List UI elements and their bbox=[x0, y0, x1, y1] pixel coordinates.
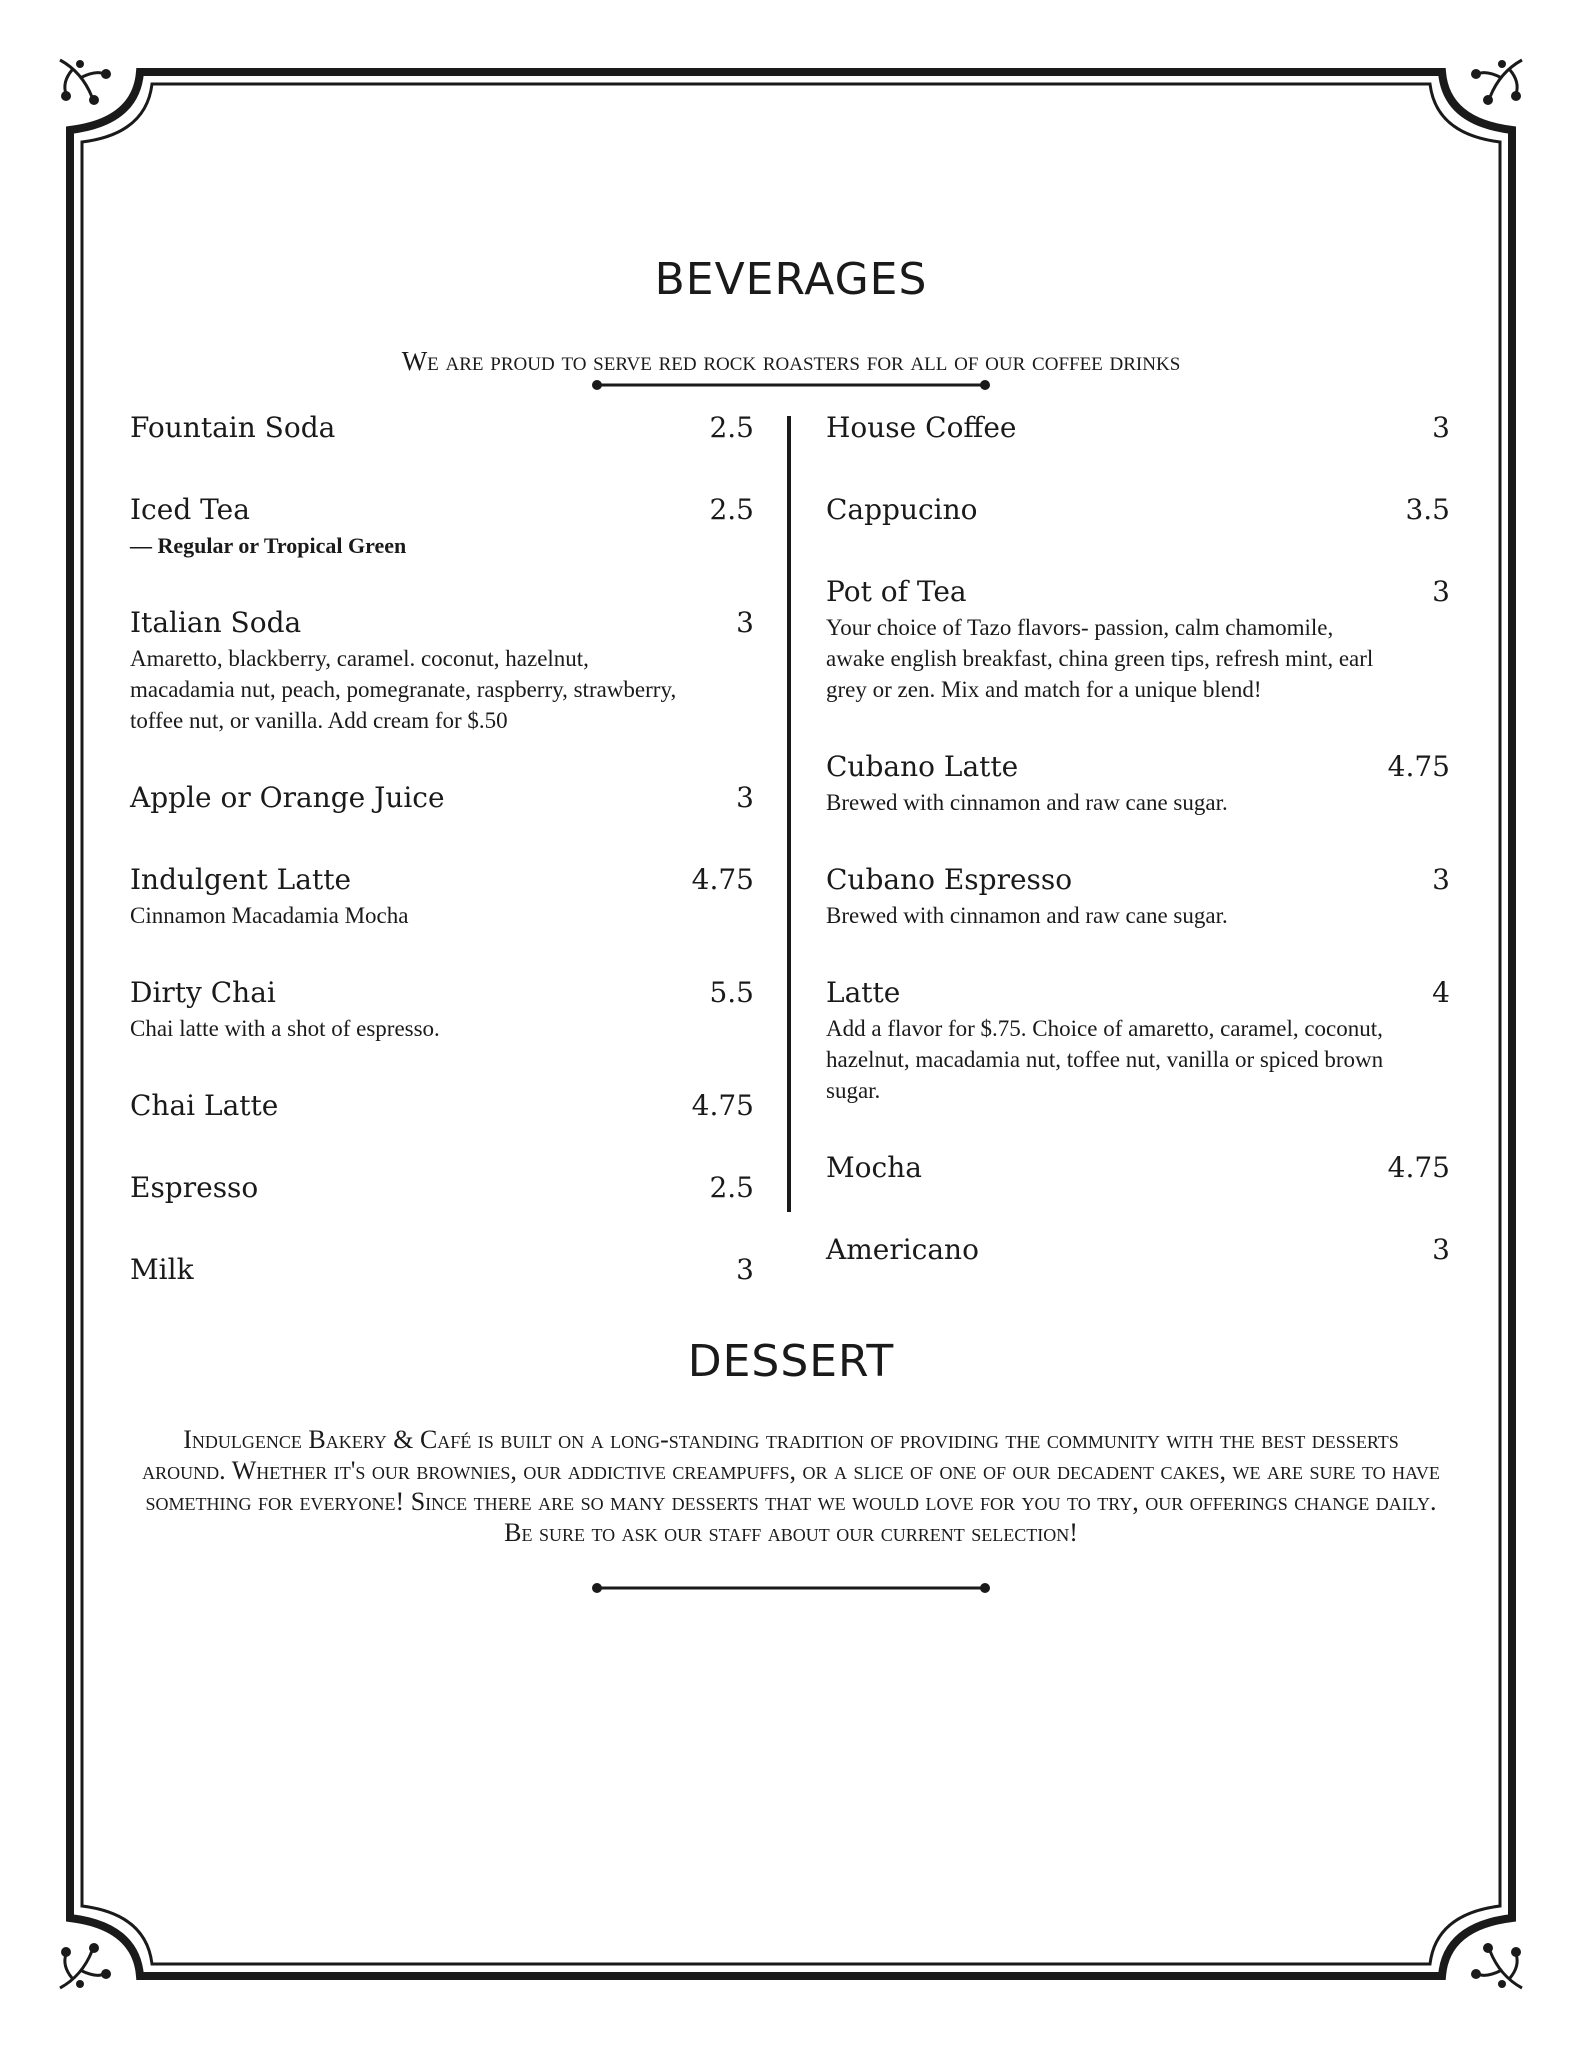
item-price: 3 bbox=[1432, 411, 1450, 444]
item-name: Iced Tea bbox=[130, 493, 250, 526]
menu-item bbox=[130, 1086, 754, 1126]
menu-item bbox=[130, 778, 754, 818]
beverages-title: BEVERAGES bbox=[654, 254, 928, 305]
menu-item bbox=[130, 1168, 754, 1208]
item-description: Chai latte with a shot of espresso. bbox=[130, 1016, 440, 1041]
menu-item bbox=[826, 572, 1450, 705]
floral-flourish-icon bbox=[52, 52, 122, 122]
item-name: Milk bbox=[130, 1253, 194, 1286]
item-price: 2.5 bbox=[709, 411, 754, 444]
item-price: 4.75 bbox=[691, 863, 754, 896]
item-name: Italian Soda bbox=[130, 606, 302, 639]
menu-item bbox=[826, 860, 1450, 931]
dessert-divider bbox=[591, 1582, 991, 1594]
item-price: 3 bbox=[736, 781, 754, 814]
item-name: Pot of Tea bbox=[826, 575, 967, 608]
item-name: Cappucino bbox=[826, 493, 978, 526]
beverages-right-column bbox=[826, 408, 1450, 1312]
item-name: Dirty Chai bbox=[130, 976, 276, 1009]
item-price: 4.75 bbox=[1387, 1151, 1450, 1184]
beverages-subtitle: We are proud to serve red rock roasters for all of our coffee drinks bbox=[401, 346, 1181, 376]
floral-flourish-icon bbox=[1460, 1926, 1530, 1996]
item-name: Cubano Latte bbox=[826, 750, 1019, 783]
item-price: 3.5 bbox=[1405, 493, 1450, 526]
item-price: 2.5 bbox=[709, 493, 754, 526]
menu-item bbox=[130, 408, 754, 448]
item-name: Fountain Soda bbox=[130, 411, 336, 444]
menu-item bbox=[826, 1148, 1450, 1188]
menu-item bbox=[130, 603, 754, 736]
column-divider bbox=[787, 416, 791, 1212]
item-description: Cinnamon Macadamia Mocha bbox=[130, 903, 409, 928]
menu-item bbox=[826, 1230, 1450, 1270]
item-name: Americano bbox=[826, 1233, 979, 1266]
item-name: Indulgent Latte bbox=[130, 863, 352, 896]
item-name: Apple or Orange Juice bbox=[130, 781, 445, 814]
item-description: Brewed with cinnamon and raw cane sugar. bbox=[826, 790, 1228, 815]
menu-item bbox=[130, 860, 754, 931]
item-price: 3 bbox=[736, 1253, 754, 1286]
item-price: 4.75 bbox=[691, 1089, 754, 1122]
item-price: 3 bbox=[736, 606, 754, 639]
item-price: 4 bbox=[1432, 976, 1450, 1009]
item-description: Add a flavor for $.75. Choice of amaretto, caramel, coconut, hazelnut, macadamia nut, toffee nut, vanilla or spiced brown sugar. bbox=[826, 1016, 1384, 1103]
floral-flourish-icon bbox=[52, 1926, 122, 1996]
item-price: 4.75 bbox=[1387, 750, 1450, 783]
item-name: Espresso bbox=[130, 1171, 259, 1204]
menu-item bbox=[826, 408, 1450, 448]
item-name: Latte bbox=[826, 976, 901, 1009]
menu-item bbox=[130, 1250, 754, 1290]
item-name: Cubano Espresso bbox=[826, 863, 1073, 896]
item-price: 2.5 bbox=[709, 1171, 754, 1204]
beverages-left-column bbox=[130, 408, 754, 1332]
dessert-title: DESSERT bbox=[687, 1336, 895, 1387]
menu-item bbox=[130, 490, 754, 561]
floral-flourish-icon bbox=[1460, 52, 1530, 122]
item-name: Mocha bbox=[826, 1151, 922, 1184]
item-name: House Coffee bbox=[826, 411, 1017, 444]
item-name: Chai Latte bbox=[130, 1089, 279, 1122]
beverages-divider bbox=[591, 379, 991, 391]
menu-item bbox=[130, 973, 754, 1044]
menu-item bbox=[826, 973, 1450, 1106]
item-price: 3 bbox=[1432, 575, 1450, 608]
item-price: 5.5 bbox=[709, 976, 754, 1009]
item-price: 3 bbox=[1432, 863, 1450, 896]
item-description: — Regular or Tropical Green bbox=[130, 533, 407, 558]
menu-item bbox=[826, 747, 1450, 818]
menu-item bbox=[826, 490, 1450, 530]
item-description: Your choice of Tazo flavors- passion, calm chamomile, awake english breakfast, china green tips, refresh mint, earl grey or zen. Mix and match for a unique blend! bbox=[826, 615, 1374, 702]
item-description: Brewed with cinnamon and raw cane sugar. bbox=[826, 903, 1228, 928]
dessert-description: Indulgence Bakery & Café is built on a long-standing tradition of providing the community with the best desserts around. Whether it's our brownies, our addictive creampuffs, or a slice of one of our decadent cakes, we are sure to have something for everyone! Since there are so many desserts that we would love for you to try, our offerings change daily. Be sure to ask our staff about our current selection! bbox=[142, 1425, 1440, 1547]
item-price: 3 bbox=[1432, 1233, 1450, 1266]
item-description: Amaretto, blackberry, caramel. coconut, hazelnut, macadamia nut, peach, pomegranate, raspberry, strawberry, toffee nut, or vanilla. Add cream for $.50 bbox=[130, 646, 677, 733]
